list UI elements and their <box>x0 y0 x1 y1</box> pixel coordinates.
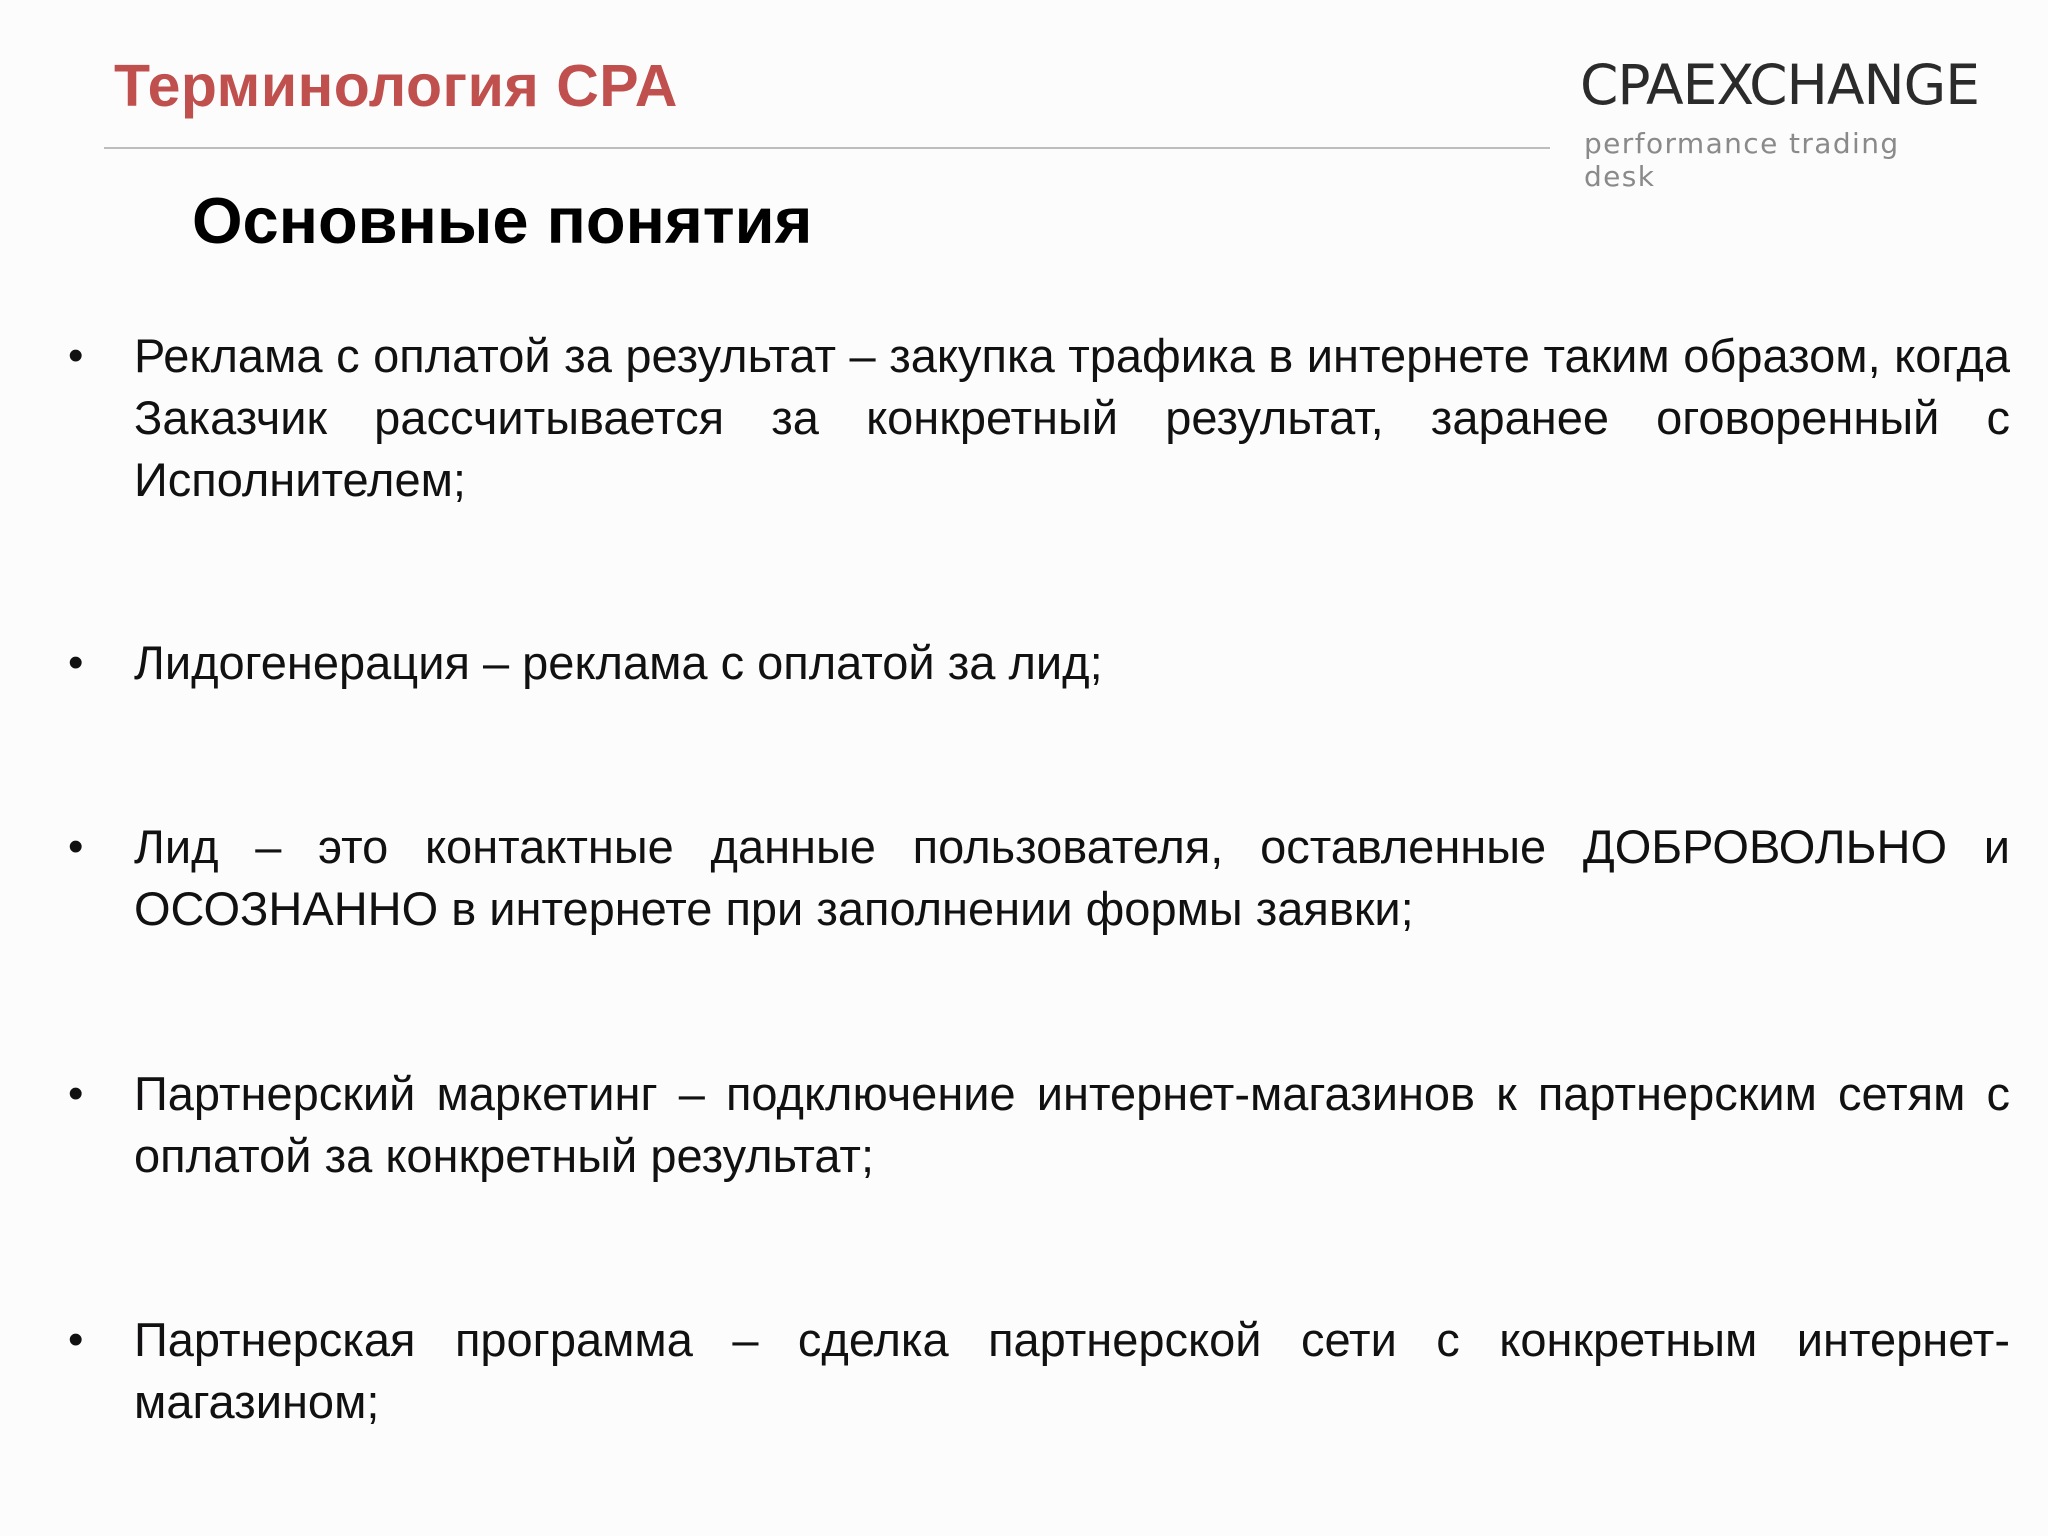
bullet-item <box>68 1063 2010 1187</box>
bullet-icon: • <box>68 638 84 687</box>
header-divider <box>104 147 1550 149</box>
bullet-item <box>68 325 2010 511</box>
bullet-item <box>68 632 2010 694</box>
bullet-icon: • <box>68 1069 84 1118</box>
bullet-text: Лид – это контактные данные пользователя, оставленные ДОБРОВОЛЬНО и ОСОЗНАННО в интернете при заполнении формы заявки; <box>134 820 2010 935</box>
bullet-text: Лидогенерация – реклама с оплатой за лид; <box>134 636 1103 689</box>
logo-brand: CPAEXCHANGE <box>1580 53 1980 117</box>
bullet-icon: • <box>68 331 84 380</box>
bullet-item <box>68 1309 2010 1433</box>
bullet-text: Партнерский маркетинг – подключение интернет-магазинов к партнерским сетям с оплатой за конкретный результат; <box>134 1067 2010 1182</box>
bullet-icon: • <box>68 1315 84 1364</box>
logo-tagline: performance trading desk <box>1584 127 1900 193</box>
bullet-text: Реклама с оплатой за результат – закупка трафика в интернете таким образом, когда Заказчик рассчитывается за конкретный результат, заранее оговоренный с Исполнителем; <box>134 329 2010 506</box>
slide-title: Терминология CPA <box>114 53 678 119</box>
section-heading: Основные понятия <box>192 184 813 257</box>
bullet-icon: • <box>68 822 84 871</box>
company-logo <box>1580 53 1980 193</box>
bullet-item <box>68 816 2010 940</box>
bullet-text: Партнерская программа – сделка партнерской сети с конкретным интернет-магазином; <box>134 1313 2010 1428</box>
